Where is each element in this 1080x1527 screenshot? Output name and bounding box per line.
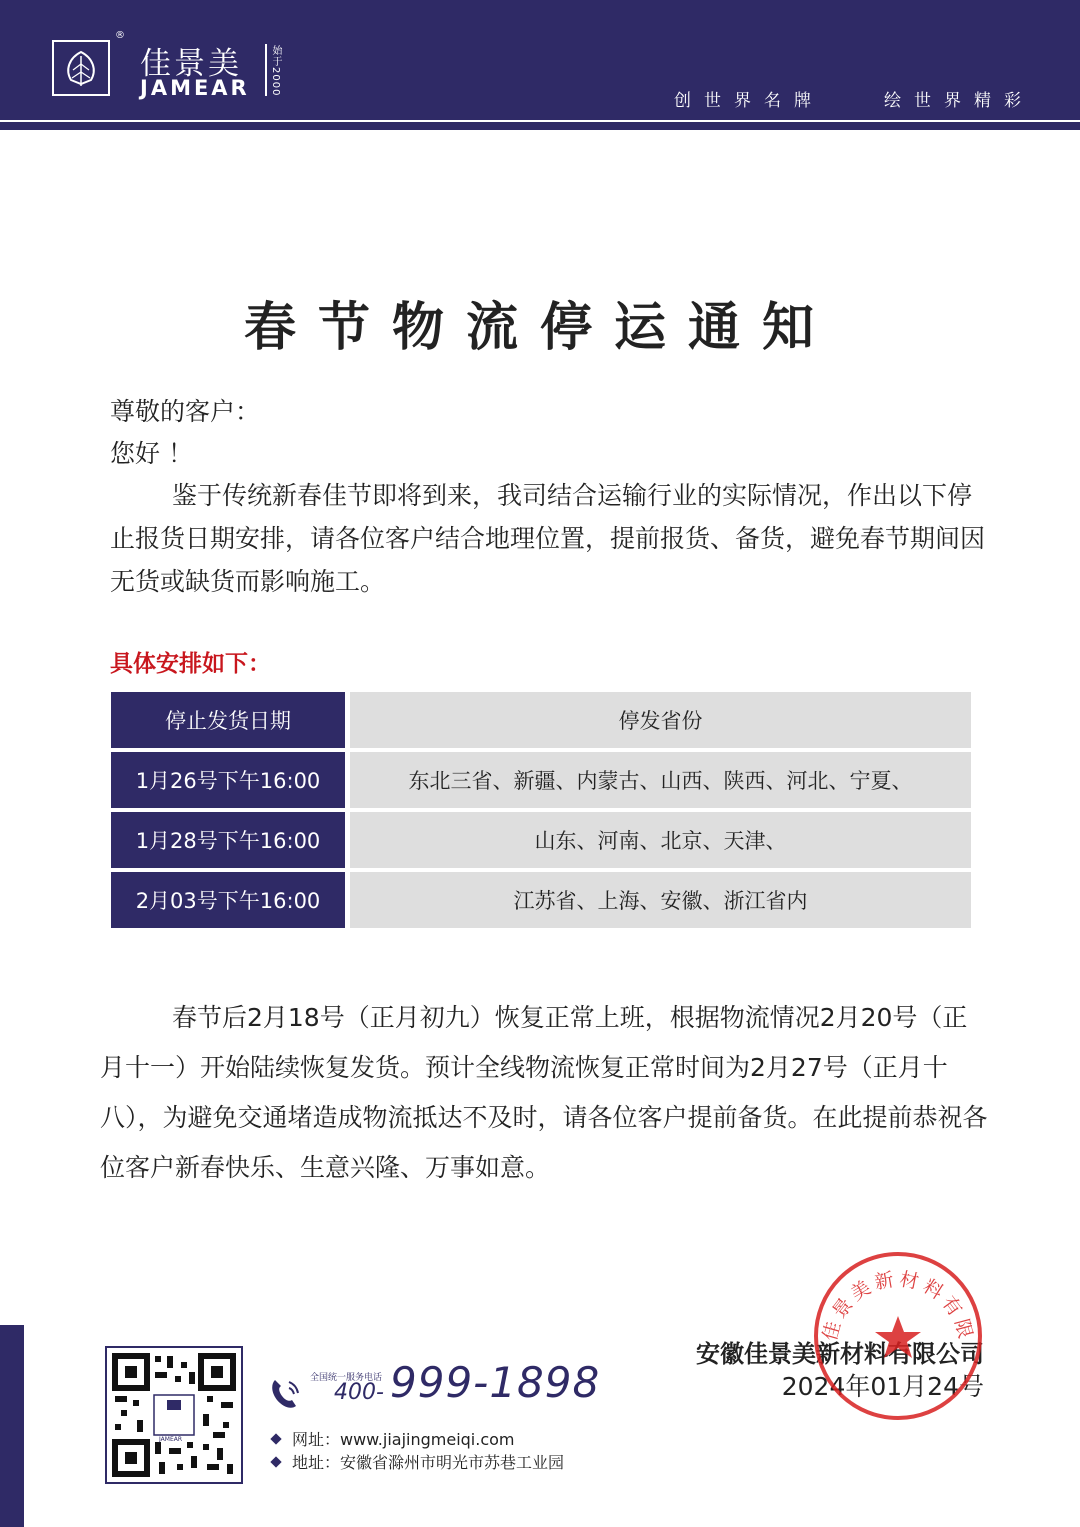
row-regions: 江苏省、上海、安徽、浙江省内	[350, 872, 971, 928]
notice-title: 春节物流停运通知	[243, 298, 836, 358]
column-header-date: 停止发货日期	[111, 692, 345, 748]
qr-caption: JAMEAR	[159, 1436, 183, 1443]
table-row	[111, 872, 971, 928]
row-date: 1月28号下午16:00	[111, 812, 345, 868]
slogan-left: 创世界名牌	[674, 91, 824, 111]
slogan-right: 绘世界精彩	[884, 91, 1034, 111]
address-line	[272, 1450, 564, 1473]
qr-code-icon	[107, 1348, 241, 1482]
column-header-region: 停发省份	[350, 692, 971, 748]
since-label: 始于2000	[270, 45, 281, 97]
table-row	[111, 752, 971, 808]
row-date: 2月03号下午16:00	[111, 872, 345, 928]
row-date: 1月26号下午16:00	[111, 752, 345, 808]
registered-mark: ®	[115, 30, 125, 41]
hotline-label: 全国统一服务电话	[310, 1373, 383, 1383]
bullet-icon	[270, 1456, 281, 1467]
website-text[interactable]: 网址：www.jiajingmeiqi.com	[292, 1430, 515, 1449]
company-seal	[810, 1248, 986, 1424]
seal-icon	[810, 1248, 986, 1424]
svg-text:佳景美新材料有限公司: 佳景美新材料有限	[818, 1268, 978, 1345]
notice-date: 2024年01月24号	[781, 1372, 984, 1401]
brand-divider	[265, 44, 267, 96]
table-row	[111, 812, 971, 868]
hotline-prefix: 400-	[334, 1380, 384, 1405]
greeting: 您好 ！	[110, 439, 193, 468]
row-regions: 山东、河南、北京、天津、	[350, 812, 971, 868]
address-text: 地址：安徽省滁州市明光市苏巷工业园	[292, 1453, 565, 1472]
table-header-row	[111, 692, 971, 748]
company-name: 安徽佳景美新材料有限公司	[696, 1340, 984, 1368]
qr-code[interactable]	[105, 1346, 243, 1484]
leaf-logo-icon	[59, 48, 103, 88]
brand-name-en: JAMEAR	[140, 76, 250, 100]
resumption-paragraph: 春节后2月18号（正月初九）恢复正常上班，根据物流情况2月20号（正月十一）开始陆续恢复发货。预计全线物流恢复正常时间为2月27号（正月十八），为避免交通堵造成物流抵达不及时，请各位客户提前备货。在此提前恭祝各位客户新春快乐、生意兴隆、万事如意。	[100, 1003, 988, 1182]
row-regions: 东北三省、新疆、内蒙古、山西、陕西、河北、宁夏、	[350, 752, 971, 808]
brand-logo	[52, 40, 110, 96]
header-underline	[0, 122, 1080, 130]
bullet-icon	[270, 1433, 281, 1444]
schedule-table	[111, 692, 971, 932]
hotline-number[interactable]: 999-1898	[390, 1358, 601, 1407]
brand-name-cn: 佳景美	[140, 46, 242, 82]
intro-paragraph: 鉴于传统新春佳节即将到来，我司结合运输行业的实际情况，作出以下停止报货日期安排，请各位客户结合地理位置，提前报货、备货，避免春节期间因无货或缺货而影响施工。	[110, 481, 986, 596]
phone-icon	[265, 1374, 305, 1418]
salutation: 尊敬的客户：	[110, 397, 261, 426]
schedule-heading: 具体安排如下：	[110, 651, 271, 677]
footer-side-bar	[0, 1325, 24, 1527]
website-line	[272, 1427, 515, 1450]
